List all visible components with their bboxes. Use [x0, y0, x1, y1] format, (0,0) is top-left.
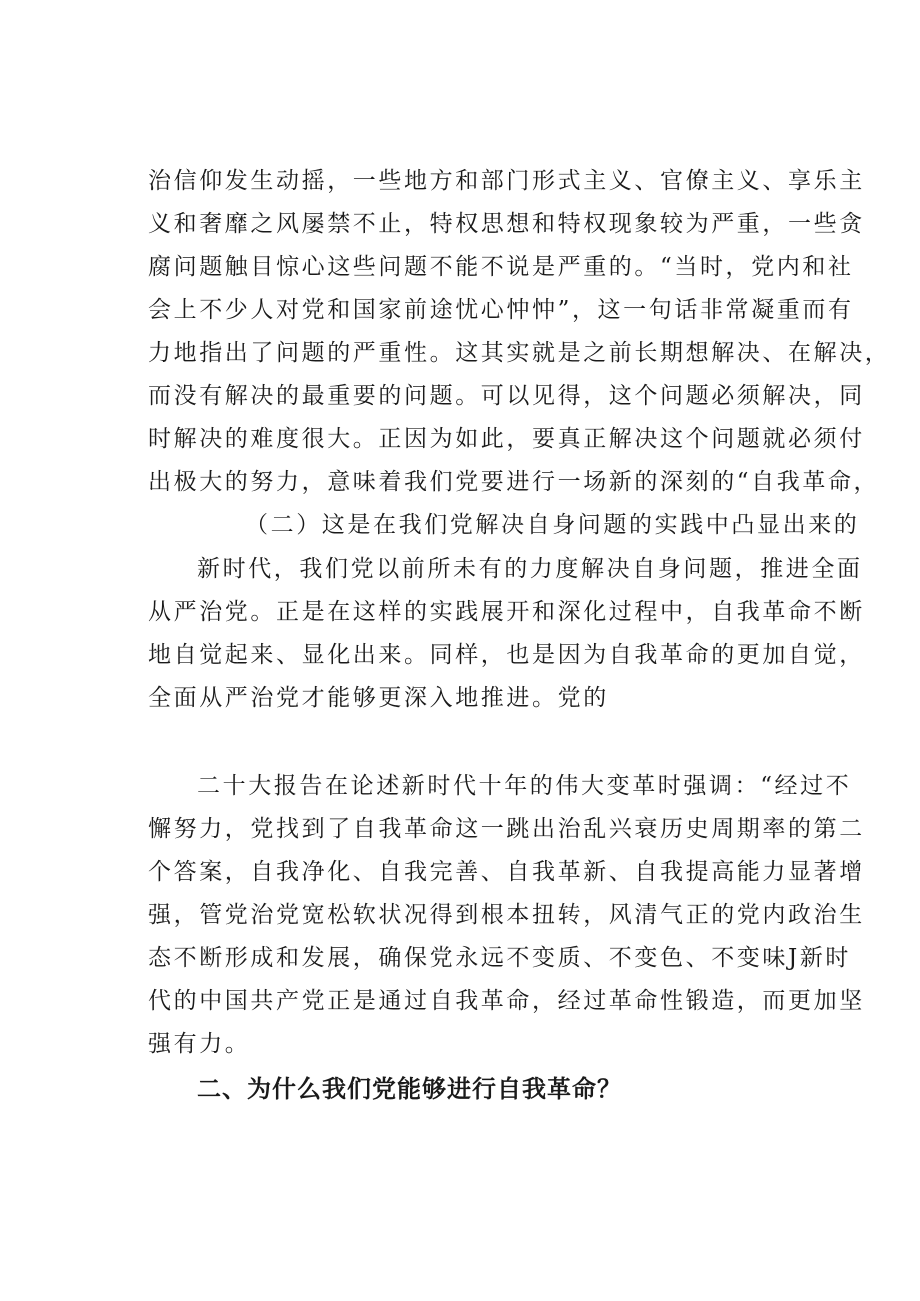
text-line: 态不断形成和发展，确保党永远不变质、不变色、不变味J新时 — [148, 945, 852, 971]
text-line: 懈努力，党找到了自我革命这一跳出治乱兴衰历史周期率的第二 — [148, 816, 865, 842]
text-line: 代的中国共产党正是通过自我革命，经过革命性锻造，而更加坚 — [148, 988, 865, 1014]
text-line: 时解决的难度很大。正因为如此，要真正解决这个问题就必须付 — [148, 426, 865, 452]
text-line: 出极大的努力，意味着我们党要进行一场新的深刻的“自我革命， — [148, 469, 880, 495]
text-line: 个答案，自我净化、自我完善、自我革新、自我提高能力显著增 — [148, 859, 865, 885]
text-line: 强有力。 — [148, 1031, 251, 1057]
text-line: 会上不少人对党和国家前途忧心忡忡”，这一句话非常凝重而有 — [148, 297, 854, 323]
text-line: 地自觉起来、显化出来。同样，也是因为自我革命的更加自觉， — [148, 642, 865, 668]
text-line: 力地指出了问题的严重性。这其实就是之前长期想解决、在解决， — [148, 340, 891, 366]
text-line: 二十大报告在论述新时代十年的伟大变革时强调：“经过不 — [197, 773, 852, 799]
text-line: 新时代，我们党以前所未有的力度解决自身问题，推进全面 — [197, 556, 863, 582]
section-heading: 二、为什么我们党能够进行自我革命？ — [197, 1075, 622, 1103]
text-line: 义和奢靡之风屡禁不止，特权思想和特权现象较为严重，一些贪 — [148, 211, 865, 237]
text-line: 从严治党。正是在这样的实践展开和深化过程中，自我革命不断 — [148, 599, 865, 625]
text-line: 而没有解决的最重要的问题。可以见得，这个问题必须解决，同 — [148, 383, 865, 409]
text-line: 强，管党治党宽松软状况得到根本扭转，风清气正的党内政治生 — [148, 902, 865, 928]
text-line: 全面从严治党才能够更深入地推进。党的 — [148, 685, 609, 711]
text-line: 治信仰发生动摇，一些地方和部门形式主义、官僚主义、享乐主 — [148, 168, 865, 194]
subheading: （二）这是在我们党解决自身问题的实践中凸显出来的 — [245, 512, 860, 538]
text-line: 腐问题触目惊心这些问题不能不说是严重的。“当时，党内和社 — [148, 254, 854, 280]
